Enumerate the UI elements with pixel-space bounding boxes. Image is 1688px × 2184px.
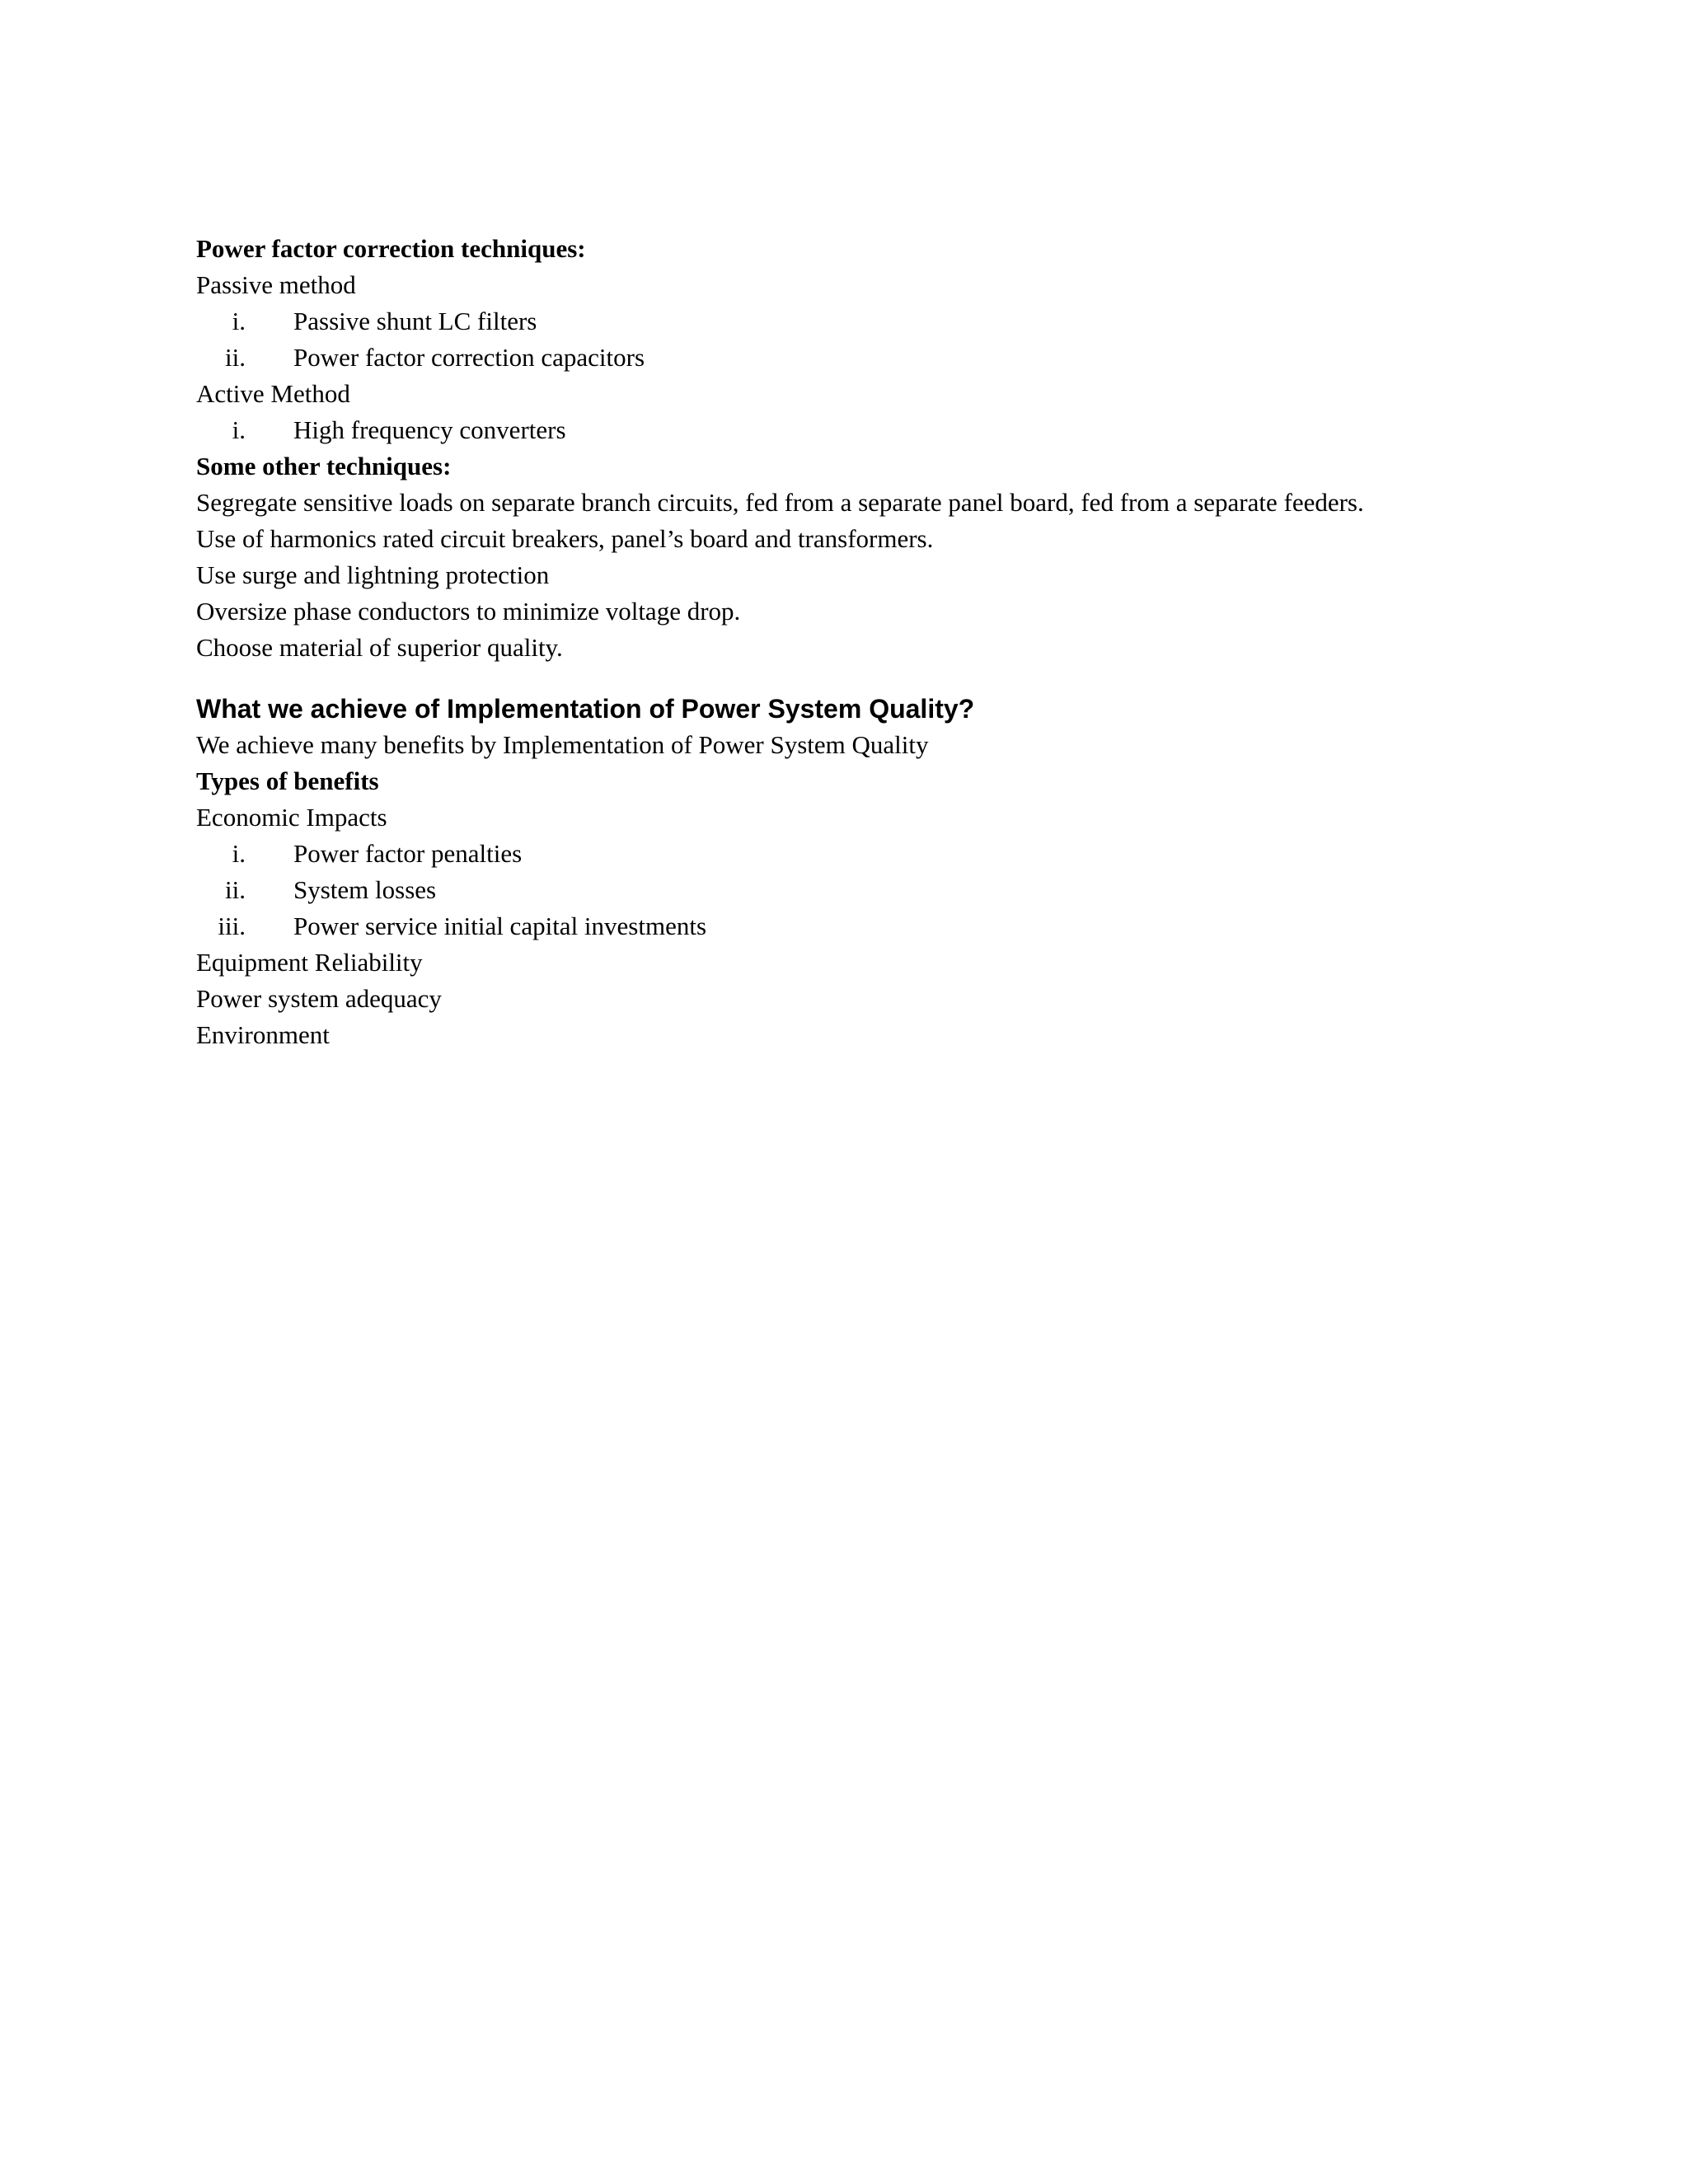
paragraph-line: Use of harmonics rated circuit breakers, panel’s board and transformers. <box>196 524 934 553</box>
list-text: Power factor penalties <box>293 839 523 868</box>
intro-line: We achieve many benefits by Implementation of Power System Quality <box>196 730 929 759</box>
list-item <box>196 836 1498 872</box>
section-title-pf-correction: Power factor correction techniques: <box>196 234 586 263</box>
list-marker: ii. <box>225 875 246 904</box>
benefit-line: Equipment Reliability <box>196 948 423 977</box>
list-item <box>196 872 1498 908</box>
list-marker: i. <box>232 415 246 444</box>
section-heading-benefits: What we achieve of Implementation of Power System Quality? <box>196 694 975 724</box>
list-marker: iii. <box>218 912 246 940</box>
document-page <box>196 231 1498 1053</box>
benefit-line: Power system adequacy <box>196 984 442 1013</box>
paragraph-line: Use surge and lightning protection <box>196 560 550 589</box>
paragraph-line: Choose material of superior quality. <box>196 633 563 662</box>
paragraph-line: Segregate sensitive loads on separate branch circuits, fed from a separate panel board, fed from a separate feeders. <box>196 488 1364 517</box>
economic-impacts-label: Economic Impacts <box>196 803 387 832</box>
passive-method-label: Passive method <box>196 270 356 299</box>
list-item <box>196 412 1498 448</box>
types-of-benefits-title: Types of benefits <box>196 766 379 795</box>
list-text: Power factor correction capacitors <box>293 343 645 372</box>
list-text: Passive shunt LC filters <box>293 307 537 335</box>
list-text: High frequency converters <box>293 415 566 444</box>
other-techniques-title: Some other techniques: <box>196 452 452 480</box>
active-method-label: Active Method <box>196 379 350 408</box>
list-text: Power service initial capital investments <box>293 912 707 940</box>
list-item <box>196 908 1498 944</box>
paragraph-line: Oversize phase conductors to minimize voltage drop. <box>196 597 741 626</box>
benefit-line: Environment <box>196 1020 330 1049</box>
list-item <box>196 303 1498 340</box>
list-marker: i. <box>232 307 246 335</box>
list-marker: ii. <box>225 343 246 372</box>
list-item <box>196 340 1498 376</box>
list-marker: i. <box>232 839 246 868</box>
list-text: System losses <box>293 875 437 904</box>
